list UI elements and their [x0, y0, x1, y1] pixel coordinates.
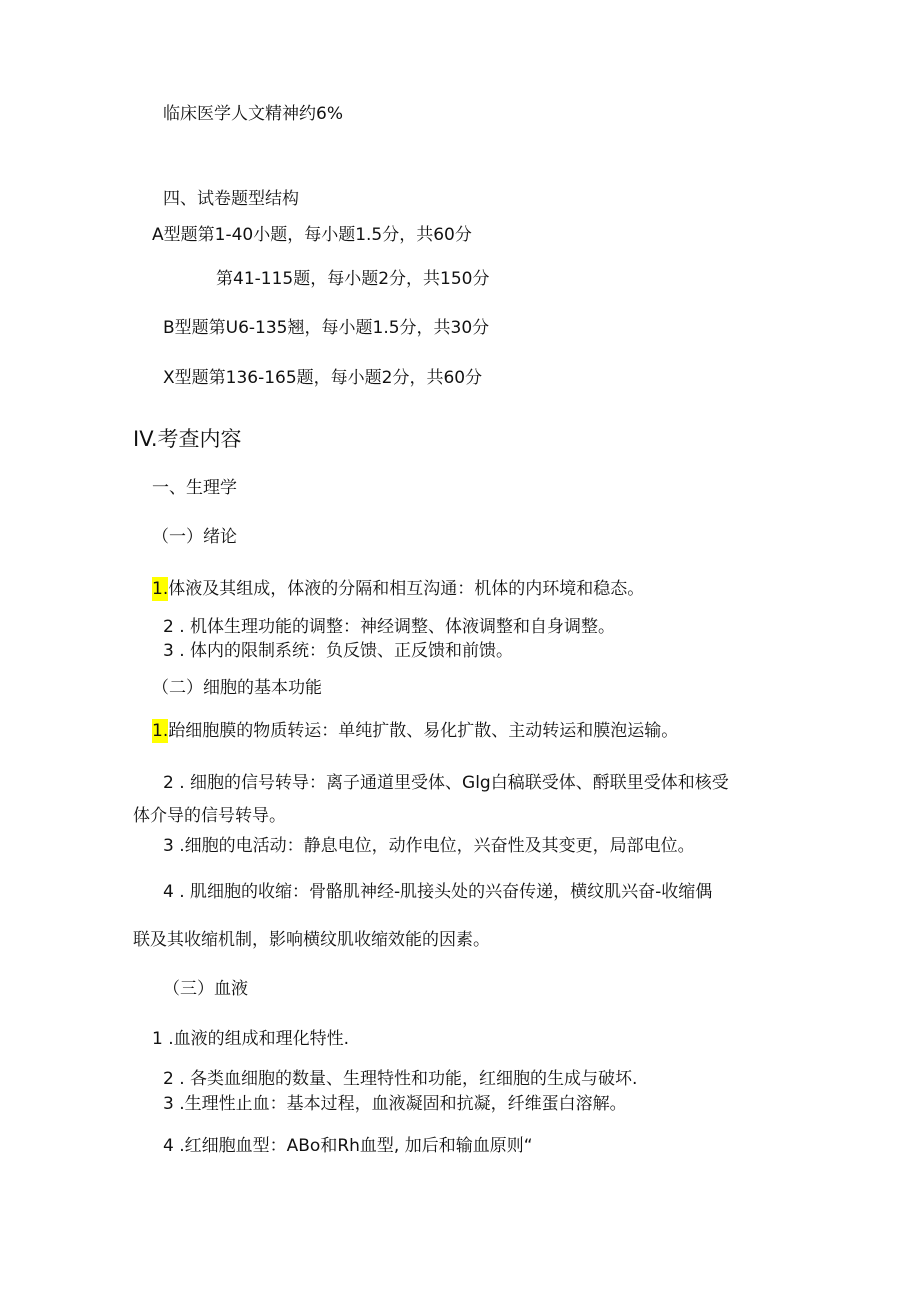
highlight-mark: 1.	[152, 579, 169, 599]
text-line: A型题第1-40小题，每小题1.5分，共60分	[152, 225, 472, 245]
list-item: 2 . 各类血细胞的数量、生理特性和功能，红细胞的生成与破坏.	[163, 1069, 638, 1089]
text-line: 体介导的信号转导。	[133, 806, 286, 826]
list-item-text: 跆细胞膜的物质转运：单纯扩散、易化扩散、主动转运和膜泡运输。	[168, 721, 679, 741]
list-item: 2 . 机体生理功能的调整：神经调整、体液调整和自身调整。	[163, 617, 616, 637]
list-item	[152, 578, 644, 600]
subsection-heading: （三）血液	[163, 979, 248, 999]
list-item: 3 .细胞的电活动：静息电位，动作电位，兴奋性及其变更，局部电位。	[163, 836, 695, 856]
list-item: 2 . 细胞的信号转导：离子通道里受体、Glg白稿联受体、酹联里受体和核受	[163, 773, 729, 793]
text-line: 第41-115题，每小题2分，共150分	[216, 269, 490, 289]
section-heading: 一、生理学	[152, 478, 237, 498]
text-line: X型题第136-165题，每小题2分，共60分	[163, 368, 483, 388]
list-item: 3 . 体内的限制系统：负反馈、正反馈和前馈。	[163, 641, 514, 661]
subsection-heading: （一）绪论	[152, 527, 237, 547]
list-item: 4 .红细胞血型：ABo和Rh血型, 加后和输血原则“	[163, 1136, 533, 1156]
highlight-mark: 1.	[152, 721, 169, 741]
text-line: 联及其收缩机制，影响横纹肌收缩效能的因素。	[133, 930, 490, 950]
section-heading: 四、试卷题型结构	[163, 189, 299, 209]
chapter-heading: IV.考查内容	[133, 427, 242, 451]
text-line: B型题第U6-135翘，每小题1.5分，共30分	[163, 318, 490, 338]
list-item: 4 . 肌细胞的收缩：骨骼肌神经-肌接头处的兴奋传递，横纹肌兴奋-收缩偶	[163, 882, 713, 902]
list-item	[152, 720, 678, 742]
subsection-heading: （二）细胞的基本功能	[152, 678, 322, 698]
list-item-text: 体液及其组成，体液的分隔和相互沟通：机体的内环境和稳态。	[168, 579, 645, 599]
text-line: 临床医学人文精神约6%	[163, 104, 343, 124]
list-item: 3 .生理性止血：基本过程，血液凝固和抗凝，纤维蛋白溶解。	[163, 1094, 627, 1114]
list-item: 1 .血液的组成和理化特性.	[152, 1029, 350, 1049]
